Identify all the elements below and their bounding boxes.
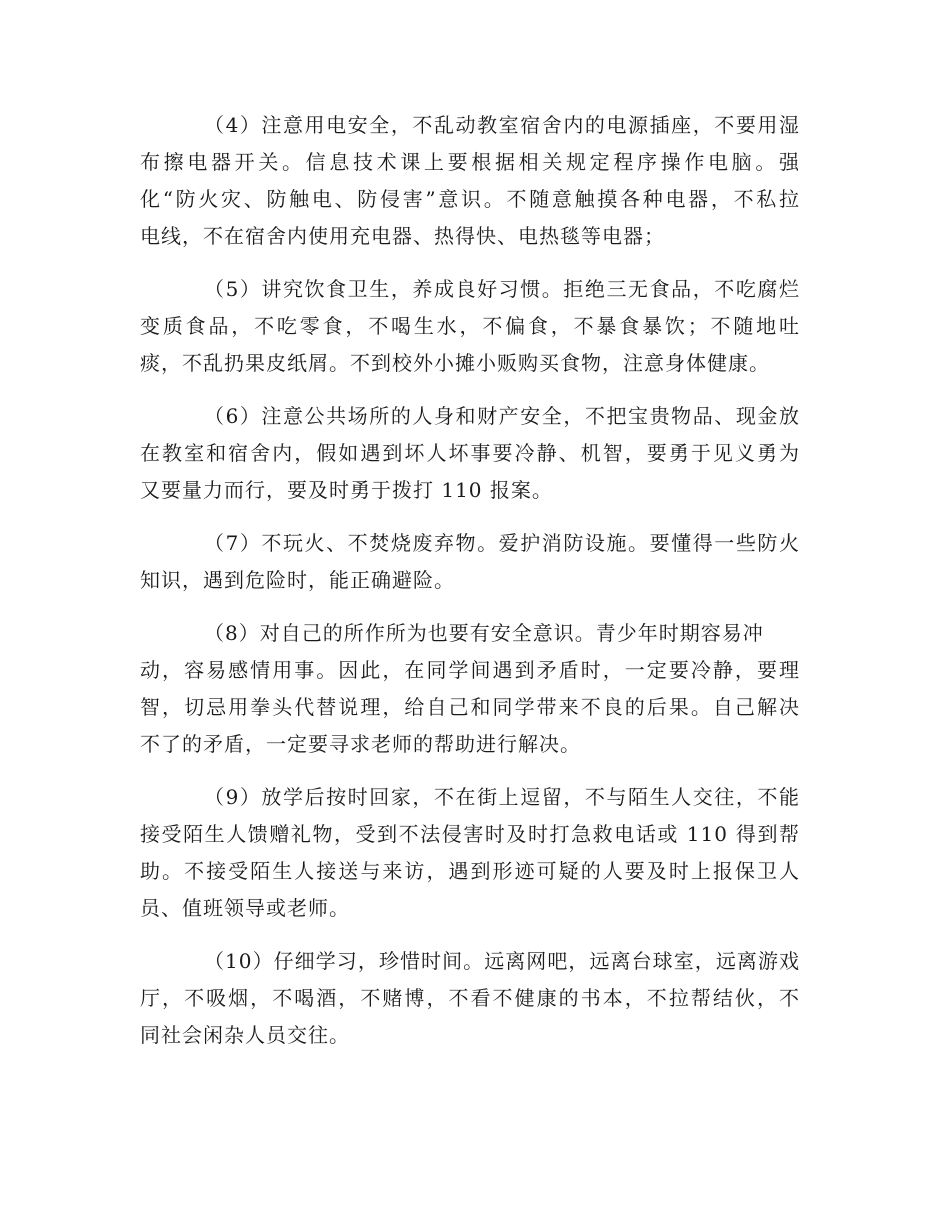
paragraph-line: （4）注意用电安全，不乱动教室宿舍内的电源插座，不要用湿 bbox=[204, 113, 800, 137]
paragraph-line: 痰，不乱扔果皮纸屑。不到校外小摊小贩购买食物，注意身体健康。 bbox=[140, 351, 770, 375]
paragraph-line: （9）放学后按时回家，不在街上逗留，不与陌生人交往，不能 bbox=[204, 785, 800, 809]
paragraph-line: 在教室和宿舍内，假如遇到坏人坏事要冷静、机智，要勇于见义勇为 bbox=[140, 441, 800, 465]
paragraph-line: 化“防火灾、防触电、防侵害”意识。不随意触摸各种电器，不私拉 bbox=[140, 187, 800, 211]
paragraph-10 bbox=[140, 943, 800, 1054]
paragraph-line: 同社会闲杂人员交往。 bbox=[140, 1023, 350, 1047]
paragraph-line: 不了的矛盾，一定要寻求老师的帮助进行解决。 bbox=[140, 732, 581, 756]
paragraph-line: 变质食品，不吃零食，不喝生水，不偏食，不暴食暴饮；不随地吐 bbox=[140, 314, 800, 338]
paragraph-line: （7）不玩火、不焚烧废弃物。爱护消防设施。要懂得一些防火 bbox=[204, 531, 800, 555]
paragraph-line: 助。不接受陌生人接送与来访，遇到形迹可疑的人要及时上报保卫人 bbox=[140, 859, 800, 883]
paragraph-line: （6）注意公共场所的人身和财产安全，不把宝贵物品、现金放 bbox=[204, 404, 800, 428]
paragraph-line: 智，切忌用拳头代替说理，给自己和同学带来不良的后果。自己解决 bbox=[140, 695, 800, 719]
paragraph-line: （8）对自己的所作所为也要有安全意识。青少年时期容易冲 bbox=[204, 621, 764, 645]
paragraph-line: 动，容易感情用事。因此，在同学间遇到矛盾时，一定要冷静，要理 bbox=[140, 658, 800, 682]
paragraph-line: 电线，不在宿舍内使用充电器、热得快、电热毯等电器； bbox=[140, 224, 665, 248]
paragraph-5 bbox=[140, 271, 800, 382]
paragraph-9 bbox=[140, 779, 800, 927]
paragraph-line: 员、值班领导或老师。 bbox=[140, 896, 350, 920]
paragraph-line: 又要量力而行，要及时勇于拨打 110 报案。 bbox=[140, 478, 553, 502]
paragraph-8 bbox=[140, 615, 800, 763]
paragraph-line: （5）讲究饮食卫生，养成良好习惯。拒绝三无食品，不吃腐烂 bbox=[204, 277, 800, 301]
paragraph-line: 知识，遇到危险时，能正确避险。 bbox=[140, 568, 455, 592]
paragraph-line: 布擦电器开关。信息技术课上要根据相关规定程序操作电脑。强 bbox=[140, 150, 800, 174]
paragraph-line: 接受陌生人馈赠礼物，受到不法侵害时及时打急救电话或 110 得到帮 bbox=[140, 822, 800, 846]
paragraph-4 bbox=[140, 107, 800, 255]
paragraph-6 bbox=[140, 398, 800, 509]
paragraph-7 bbox=[140, 525, 800, 599]
paragraph-line: 厅，不吸烟，不喝酒，不赌博，不看不健康的书本，不拉帮结伙，不 bbox=[140, 986, 800, 1010]
paragraph-line: （10）仔细学习，珍惜时间。远离网吧，远离台球室，远离游戏 bbox=[204, 949, 800, 973]
